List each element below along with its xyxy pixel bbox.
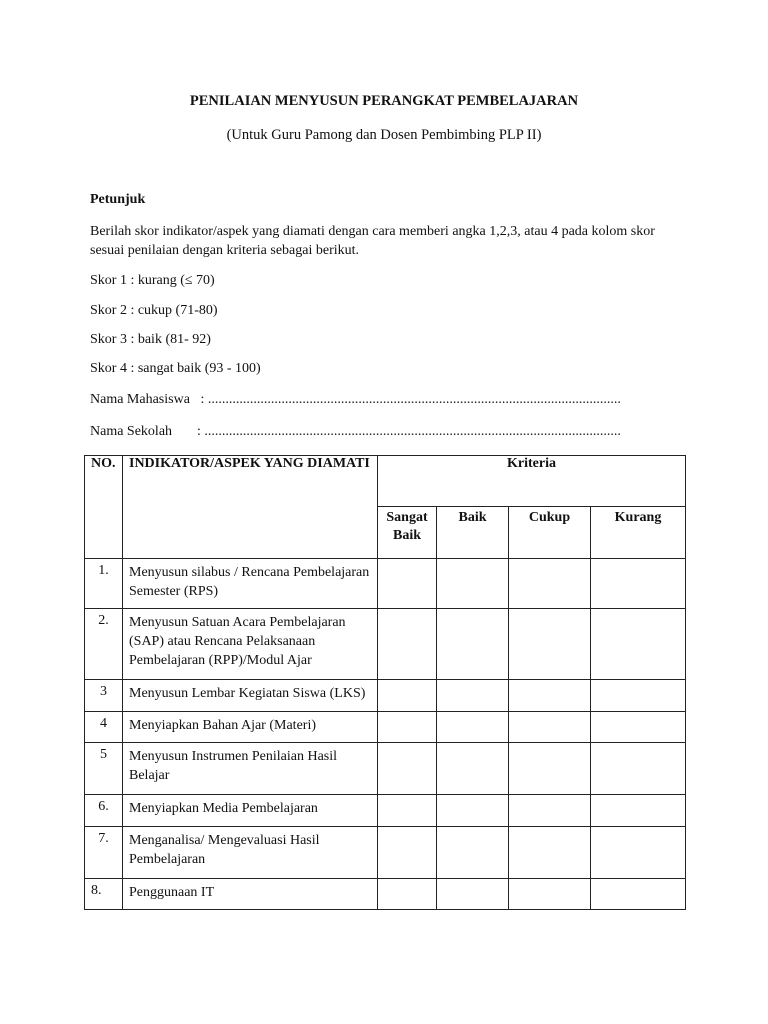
header-criteria: Kriteria bbox=[378, 456, 686, 507]
score-line: Skor 3 : baik (81- 92) bbox=[90, 332, 211, 347]
table-row bbox=[85, 743, 686, 795]
student-name-blank: : ...................................................................................................................... bbox=[197, 392, 621, 407]
score-cell-baik[interactable] bbox=[437, 827, 509, 879]
header-indicator: INDIKATOR/ASPEK YANG DIAMATI bbox=[123, 456, 378, 559]
row-indicator bbox=[123, 743, 378, 795]
document-title: PENILAIAN MENYUSUN PERANGKAT PEMBELAJARAN bbox=[189, 93, 579, 109]
instructions-line: Berilah skor indikator/aspek yang diamati dengan cara memberi angka 1,2,3, atau 4 pada kolom skor bbox=[90, 224, 655, 239]
table-row bbox=[85, 795, 686, 827]
row-number: 5 bbox=[85, 743, 123, 795]
score-cell-cukup[interactable] bbox=[509, 559, 591, 609]
row-number: 4 bbox=[85, 712, 123, 743]
table-header-row bbox=[85, 456, 686, 507]
score-cell-sangat-baik[interactable] bbox=[378, 680, 437, 712]
header-baik: Baik bbox=[437, 507, 509, 559]
score-cell-baik[interactable] bbox=[437, 559, 509, 609]
table-row bbox=[85, 559, 686, 609]
score-cell-cukup[interactable] bbox=[509, 680, 591, 712]
row-indicator bbox=[123, 712, 378, 743]
student-name-field bbox=[90, 392, 621, 408]
score-cell-kurang[interactable] bbox=[591, 680, 686, 712]
row-indicator bbox=[123, 680, 378, 712]
score-cell-kurang[interactable] bbox=[591, 879, 686, 910]
row-number: 1. bbox=[85, 559, 123, 609]
row-indicator bbox=[123, 609, 378, 680]
header-cukup: Cukup bbox=[509, 507, 591, 559]
score-cell-sangat-baik[interactable] bbox=[378, 879, 437, 910]
row-number: 3 bbox=[85, 680, 123, 712]
score-cell-sangat-baik[interactable] bbox=[378, 712, 437, 743]
score-cell-cukup[interactable] bbox=[509, 609, 591, 680]
score-cell-sangat-baik[interactable] bbox=[378, 743, 437, 795]
indicator-line: Menyusun silabus / Rencana Pembelajaran bbox=[129, 565, 370, 580]
row-number: 8. bbox=[85, 879, 123, 910]
table-row bbox=[85, 827, 686, 879]
row-number: 7. bbox=[85, 827, 123, 879]
row-number: 6. bbox=[85, 795, 123, 827]
row-indicator bbox=[123, 879, 378, 910]
school-name-label: Nama Sekolah bbox=[90, 424, 173, 439]
score-cell-baik[interactable] bbox=[437, 879, 509, 910]
row-indicator bbox=[123, 795, 378, 827]
indicator-line: (SAP) atau Rencana Pelaksanaan bbox=[129, 634, 316, 649]
indicator-line: Menyusun Satuan Acara Pembelajaran bbox=[129, 615, 346, 630]
score-cell-kurang[interactable] bbox=[591, 827, 686, 879]
header-sangat-baik bbox=[378, 507, 437, 559]
score-cell-baik[interactable] bbox=[437, 680, 509, 712]
header-kurang: Kurang bbox=[591, 507, 686, 559]
header-no: NO. bbox=[85, 456, 123, 559]
score-cell-cukup[interactable] bbox=[509, 795, 591, 827]
score-cell-cukup[interactable] bbox=[509, 827, 591, 879]
indicator-line: Penggunaan IT bbox=[129, 885, 215, 900]
score-cell-baik[interactable] bbox=[437, 795, 509, 827]
score-cell-cukup[interactable] bbox=[509, 712, 591, 743]
indicator-line: Belajar bbox=[129, 768, 170, 783]
score-cell-kurang[interactable] bbox=[591, 609, 686, 680]
indicator-line: Menyusun Instrumen Penilaian Hasil bbox=[129, 749, 338, 764]
table-row bbox=[85, 879, 686, 910]
indicator-line: Menyiapkan Bahan Ajar (Materi) bbox=[129, 718, 316, 733]
score-cell-cukup[interactable] bbox=[509, 879, 591, 910]
header-sangat-baik-line: Sangat bbox=[386, 510, 428, 525]
score-line: Skor 1 : kurang (≤ 70) bbox=[90, 273, 215, 288]
score-cell-baik[interactable] bbox=[437, 609, 509, 680]
score-line: Skor 2 : cukup (71-80) bbox=[90, 303, 218, 318]
score-cell-baik[interactable] bbox=[437, 712, 509, 743]
table-row bbox=[85, 609, 686, 680]
indicator-line: Menganalisa/ Mengevaluasi Hasil bbox=[129, 833, 320, 848]
score-cell-sangat-baik[interactable] bbox=[378, 609, 437, 680]
score-cell-kurang[interactable] bbox=[591, 743, 686, 795]
header-sangat-baik-line: Baik bbox=[392, 528, 421, 543]
score-cell-sangat-baik[interactable] bbox=[378, 827, 437, 879]
instructions-paragraph bbox=[90, 222, 680, 260]
score-cell-kurang[interactable] bbox=[591, 795, 686, 827]
row-number: 2. bbox=[85, 609, 123, 680]
score-cell-kurang[interactable] bbox=[591, 559, 686, 609]
instructions-heading: Petunjuk bbox=[90, 192, 146, 207]
school-name-blank: : ....................................................................................................................... bbox=[197, 424, 621, 439]
score-cell-kurang[interactable] bbox=[591, 712, 686, 743]
instructions-line: sesuai penilaian dengan kriteria sebagai berikut. bbox=[90, 243, 360, 258]
school-name-field bbox=[90, 424, 621, 440]
score-cell-sangat-baik[interactable] bbox=[378, 559, 437, 609]
score-line: Skor 4 : sangat baik (93 - 100) bbox=[90, 361, 261, 376]
table-row bbox=[85, 712, 686, 743]
table-row bbox=[85, 680, 686, 712]
indicator-line: Pembelajaran (RPP)/Modul Ajar bbox=[129, 653, 312, 668]
row-indicator bbox=[123, 827, 378, 879]
score-cell-sangat-baik[interactable] bbox=[378, 795, 437, 827]
indicator-line: Pembelajaran bbox=[129, 852, 206, 867]
indicator-line: Menyiapkan Media Pembelajaran bbox=[129, 801, 318, 816]
document-subtitle: (Untuk Guru Pamong dan Dosen Pembimbing PLP II) bbox=[226, 127, 542, 143]
score-cell-baik[interactable] bbox=[437, 743, 509, 795]
row-indicator bbox=[123, 559, 378, 609]
indicator-line: Menyusun Lembar Kegiatan Siswa (LKS) bbox=[129, 686, 366, 701]
score-cell-cukup[interactable] bbox=[509, 743, 591, 795]
assessment-table bbox=[84, 455, 686, 910]
student-name-label: Nama Mahasiswa bbox=[90, 392, 190, 407]
indicator-line: Semester (RPS) bbox=[129, 584, 219, 599]
